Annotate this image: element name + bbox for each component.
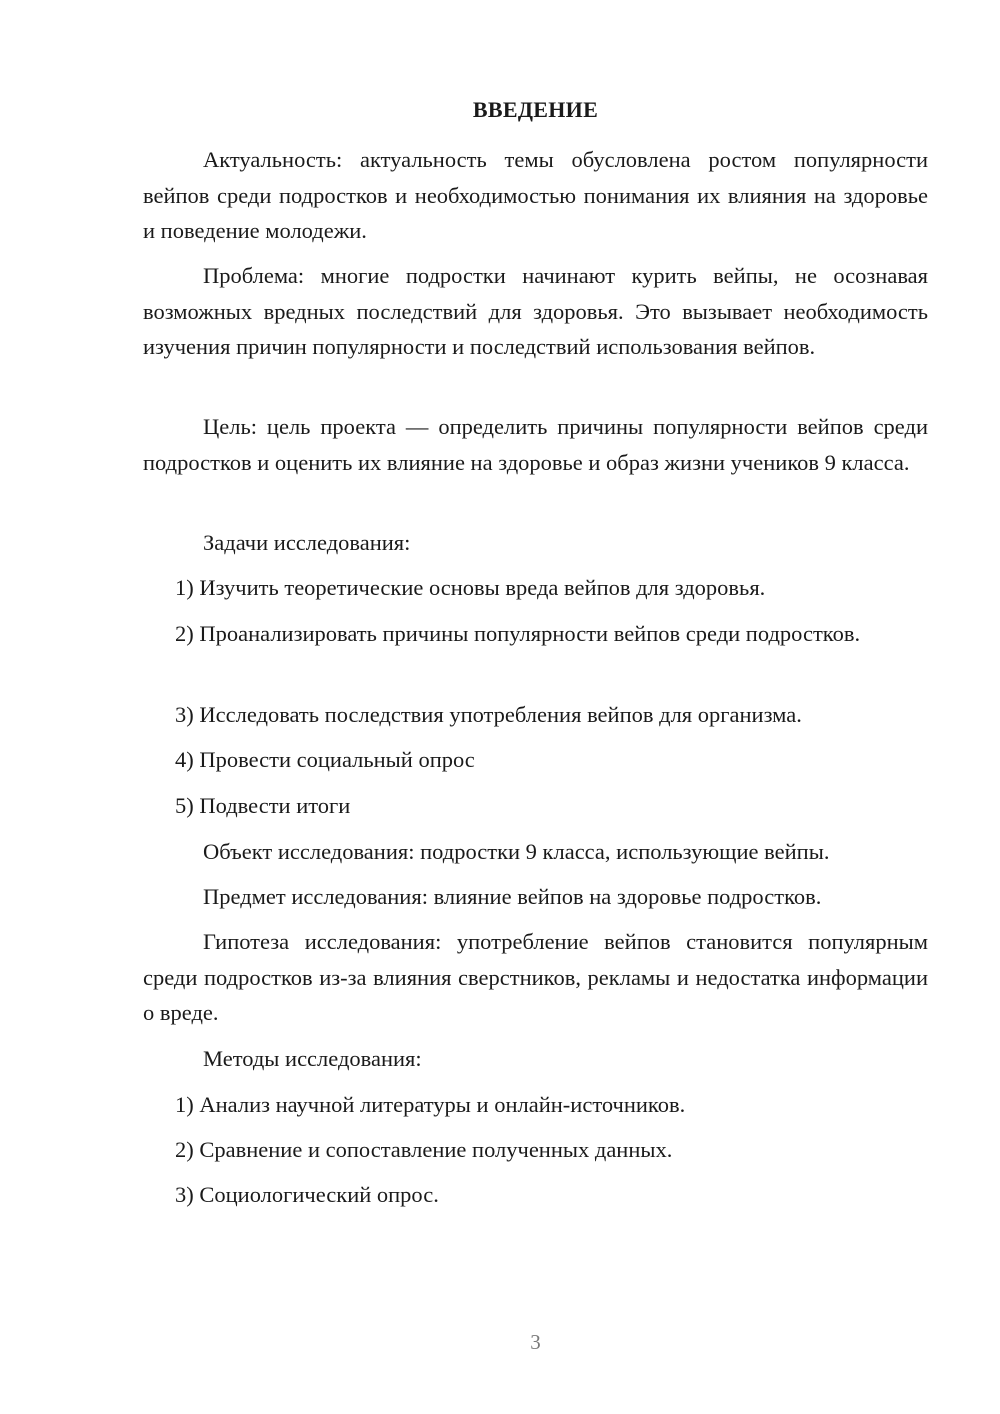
task-item-2: 2) Проанализировать причины популярности вейпов среди подростков. — [175, 621, 861, 646]
methods-heading: Методы исследования: — [203, 1046, 422, 1071]
tasks-heading: Задачи исследования: — [203, 530, 411, 555]
page-number: 3 — [530, 1330, 541, 1354]
task-item-5: 5) Подвести итоги — [175, 793, 351, 818]
problem-paragraph: Проблема: многие подростки начинают курить вейпы, не осознавая возможных вредных последствий для здоровья. Это вызывает необходимость изучения причин популярности и последствий использования вейпов. — [143, 263, 928, 359]
goal-paragraph: Цель: цель проекта — определить причины популярности вейпов среди подростков и оценить их влияние на здоровье и образ жизни учеников 9 класса. — [143, 414, 928, 475]
section-heading: ВВЕДЕНИЕ — [472, 97, 599, 122]
object-paragraph: Объект исследования: подростки 9 класса, использующие вейпы. — [203, 839, 830, 864]
hypothesis-paragraph: Гипотеза исследования: употребление вейпов становится популярным среди подростков из-за влияния сверстников, рекламы и недостатка информации о вреде. — [143, 929, 928, 1025]
task-item-3: 3) Исследовать последствия употребления вейпов для организма. — [175, 702, 802, 727]
task-item-4: 4) Провести социальный опрос — [175, 747, 475, 772]
subject-paragraph: Предмет исследования: влияние вейпов на здоровье подростков. — [203, 884, 822, 909]
relevance-paragraph: Актуальность: актуальность темы обусловлена ростом популярности вейпов среди подростков и необходимостью понимания их влияния на здоровье и поведение молодежи. — [143, 147, 928, 243]
method-item-1: 1) Анализ научной литературы и онлайн-источников. — [175, 1092, 686, 1117]
method-item-3: 3) Социологический опрос. — [175, 1182, 439, 1207]
document-page — [143, 0, 928, 1414]
task-item-1: 1) Изучить теоретические основы вреда вейпов для здоровья. — [175, 575, 766, 600]
method-item-2: 2) Сравнение и сопоставление полученных данных. — [175, 1137, 673, 1162]
